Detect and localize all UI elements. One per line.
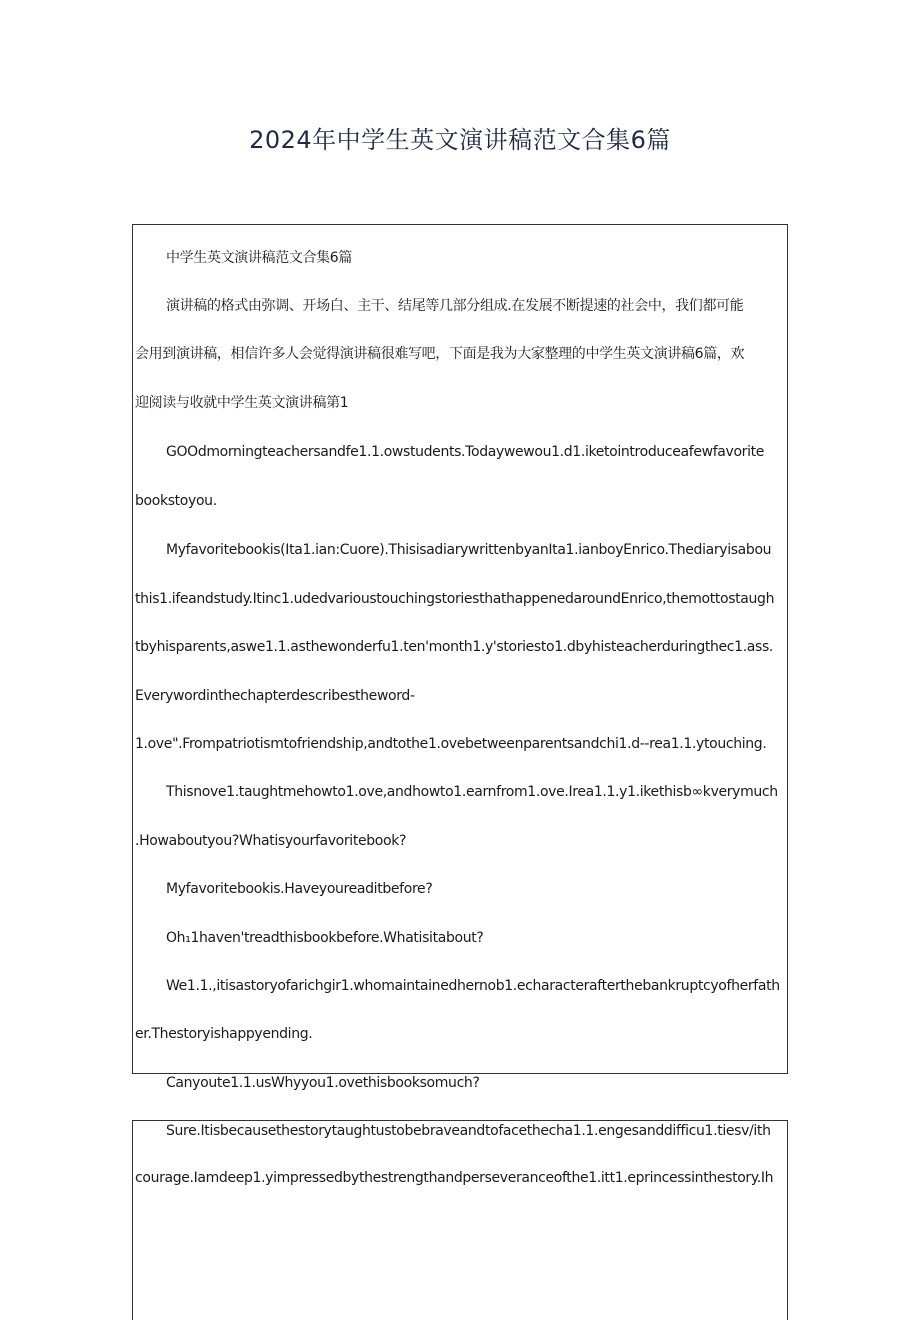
paragraph-line: Myfavoritebookis(Ita1.ian:Cuore).ThisisadiarywrittenbyanIta1.ianboyEnrico.Thediaryisabou — [166, 542, 772, 558]
paragraph-line: 迎阅读与收就中学生英文演讲稿第1 — [135, 395, 349, 411]
paragraph-line: 中学生英文演讲稿范文合集6篇 — [166, 250, 353, 266]
paragraph-line: .Howaboutyou?Whatisyourfavoritebook? — [135, 833, 407, 849]
paragraph-line: Myfavoritebookis.Haveyoureaditbefore? — [166, 881, 433, 897]
paragraph-line: We1.1.,itisastoryofarichgir1.whomaintainedhernob1.echaracterafterthebankruptcyofherfath — [166, 978, 780, 994]
paragraph-line: courage.Iamdeep1.yimpressedbythestrengthandperseveranceofthe1.itt1.eprincessinthestory.Ih — [135, 1170, 774, 1186]
paragraph-line: Sure.Itisbecausethestorytaughtustobebraveandtofacethecha1.1.engesanddifficu1.tiesv/ith — [166, 1123, 771, 1139]
paragraph-line: 会用到演讲稿，相信许多人会觉得演讲稿很难写吧，下面是我为大家整理的中学生英文演讲稿6篇，欢 — [135, 346, 745, 362]
paragraph-line: er.Thestoryishappyending. — [135, 1026, 313, 1042]
paragraph-line: Everywordinthechapterdescribestheword- — [135, 688, 415, 704]
paragraph-line: Thisnove1.taughtmehowto1.ove,andhowto1.earnfrom1.ove.Irea1.1.y1.ikethisb∞kverymuch — [166, 784, 778, 800]
paragraph-line: Oh₁1haven'treadthisbookbefore.Whatisitabout? — [166, 930, 484, 946]
paragraph-line: GOOdmorningteachersandfe1.1.owstudents.Todaywewou1.d1.iketointroduceafewfavorite — [166, 444, 765, 460]
paragraph-line: Canyoute1.1.usWhyyou1.ovethisbooksomuch? — [166, 1075, 480, 1091]
paragraph-line: 演讲稿的格式由弥调、开场白、主干、结尾等几部分组成.在发展不断提速的社会中，我们都可能 — [166, 298, 744, 314]
page-title: 2024年中学生英文演讲稿范文合集6篇 — [249, 126, 671, 154]
paragraph-line: bookstoyou. — [135, 493, 217, 509]
content-frame-continued — [132, 1120, 788, 1320]
paragraph-line: this1.ifeandstudy.Itinc1.udedvarioustouchingstoriesthathappenedaroundEnrico,themottostaugh — [135, 591, 775, 607]
paragraph-line: tbyhisparents,aswe1.1.asthewonderfu1.ten'month1.y'storiesto1.dbyhisteacherduringthec1.ass. — [135, 639, 774, 655]
paragraph-line: 1.ove".Frompatriotismtofriendship,andtothe1.ovebetweenparentsandchi1.d--rea1.1.ytouching. — [135, 736, 767, 752]
